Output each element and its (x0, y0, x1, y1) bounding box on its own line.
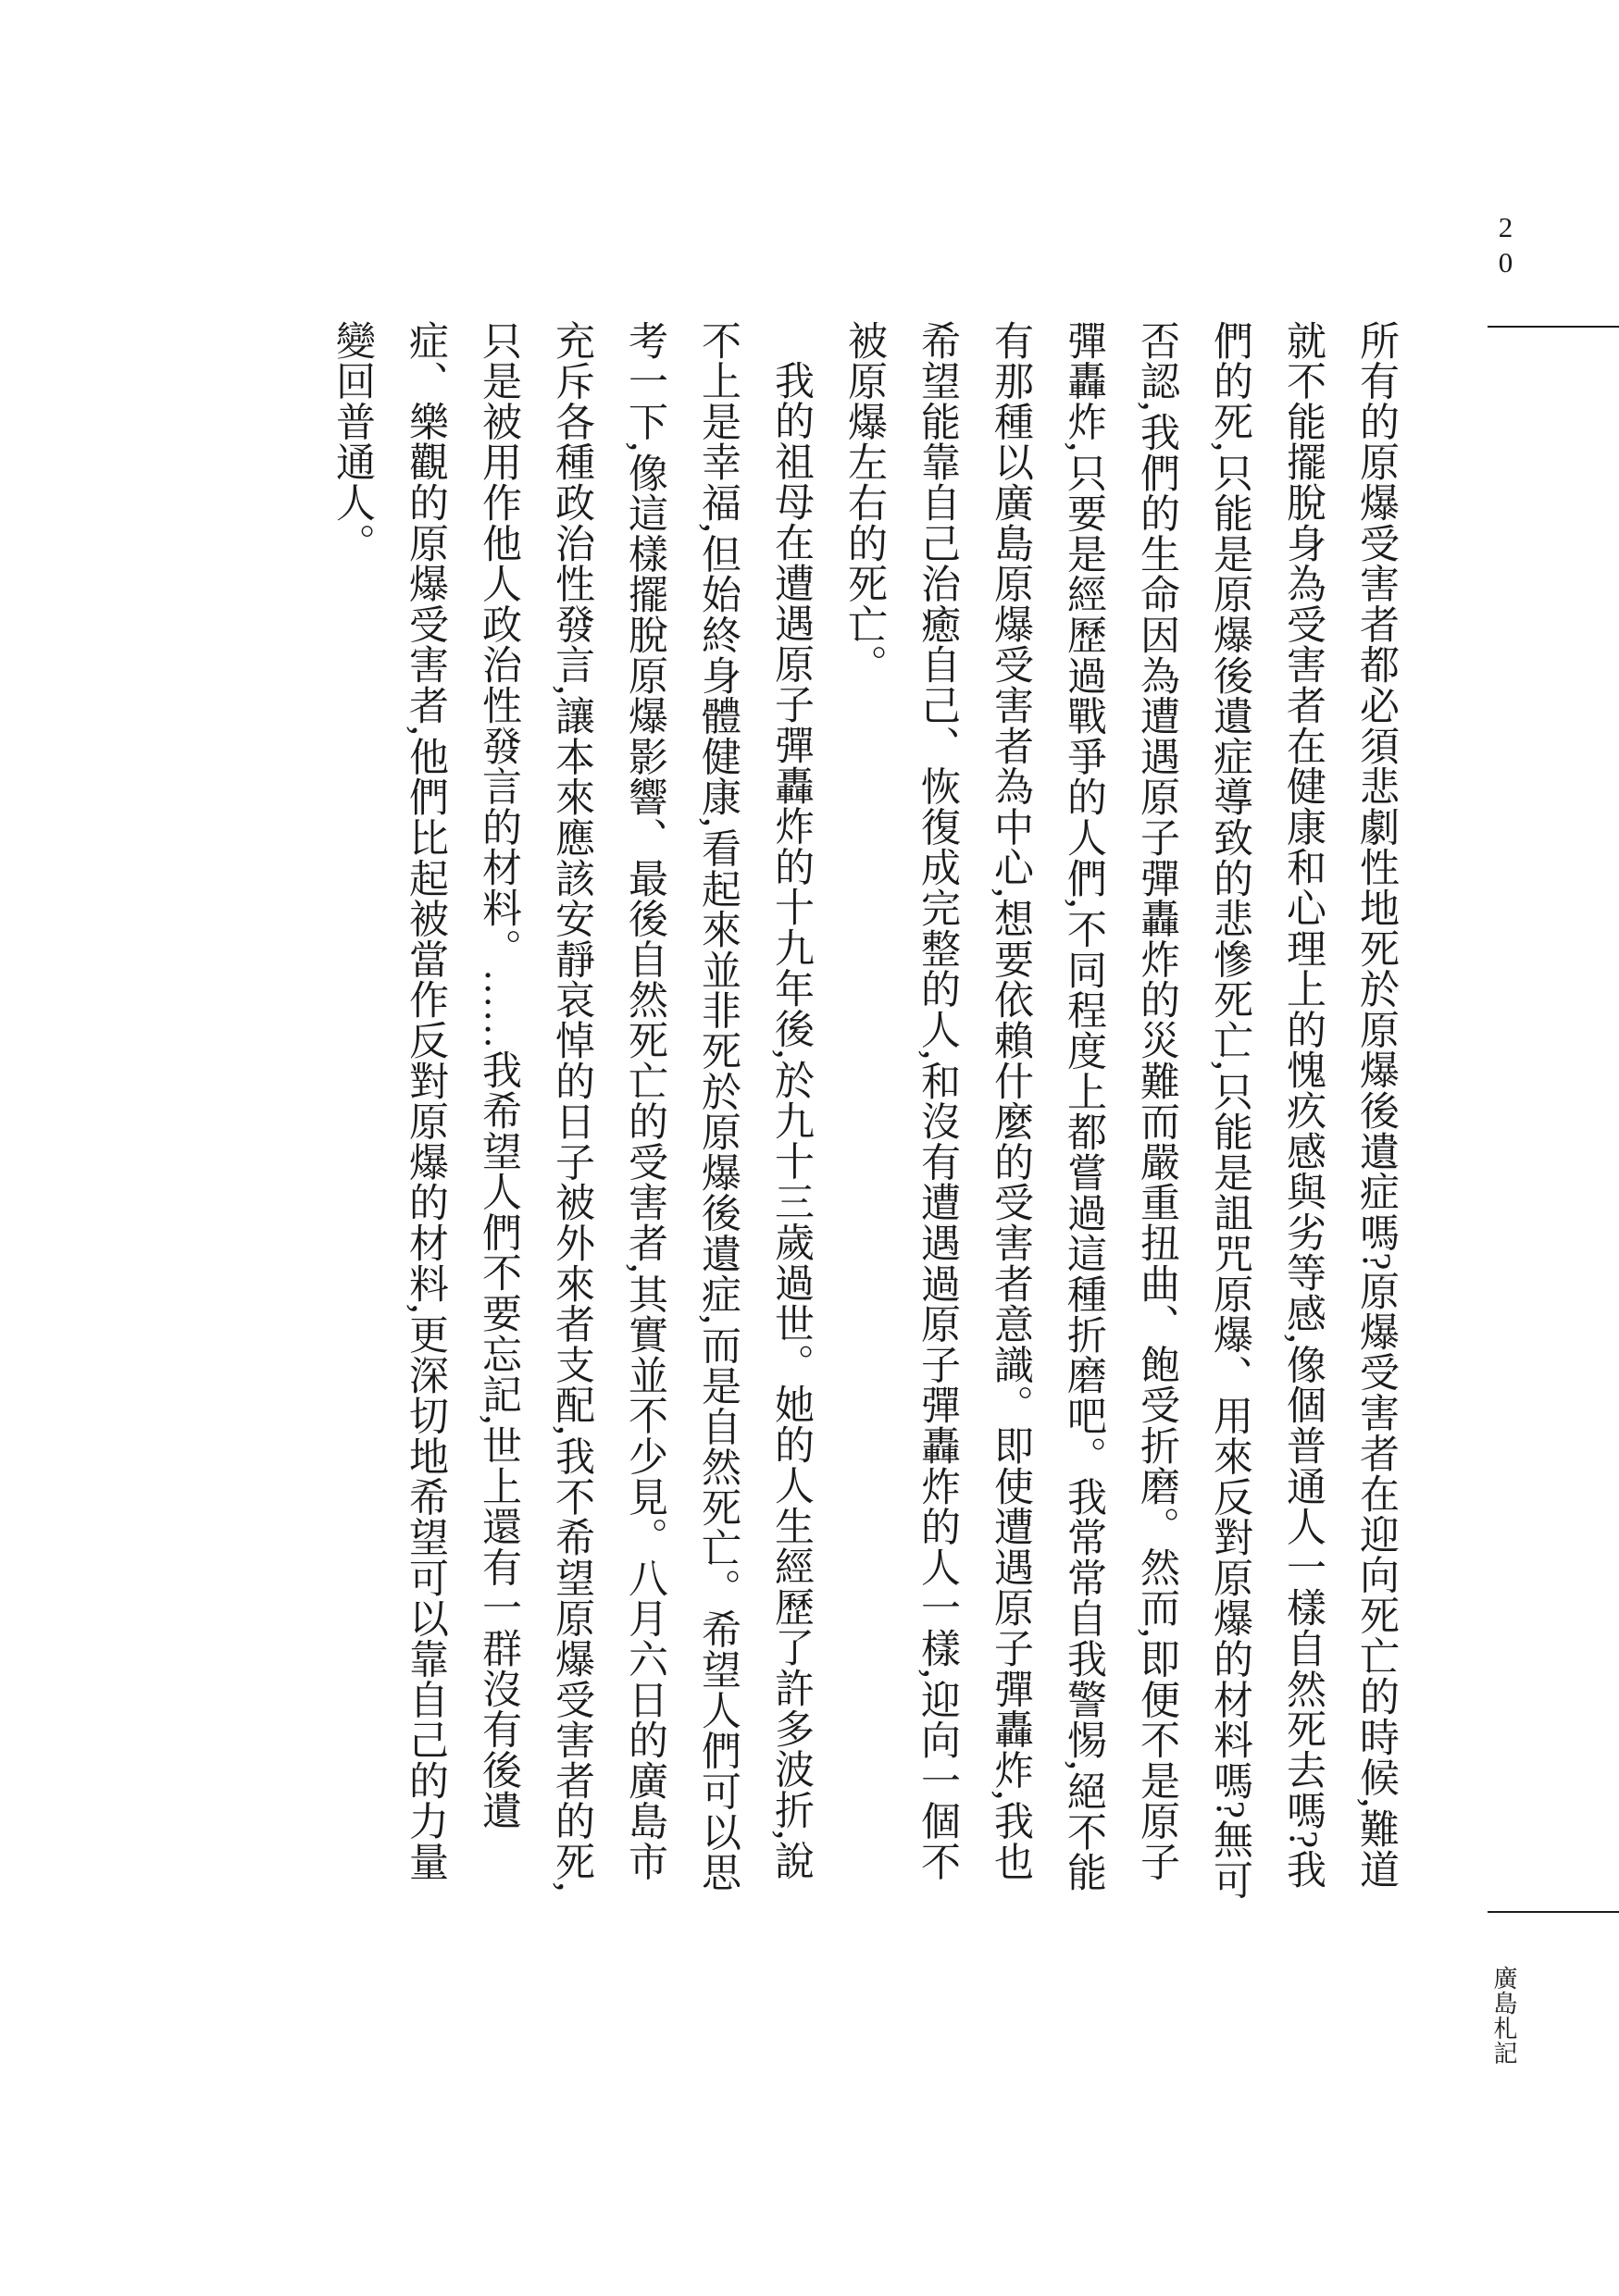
paragraph: 所有的原爆受害者都必須悲劇性地死於原爆後遺症嗎?原爆受害者在迎向死亡的時候,難道就不能擺脫身為受害者在健康和心理上的愧疚感與劣等感,像個普通人一樣自然死去嗎?我們的死,只能是原爆後遺症導致的悲慘死亡,只能是詛咒原爆、用來反對原爆的材料嗎?無可否認,我們的生命因為遭遇原子彈轟炸的災難而嚴重扭曲、飽受折磨。然而,即便不是原子彈轟炸,只要是經歷過戰爭的人們,不同程度上都嘗過這種折磨吧。我常常自我警惕,絕不能有那種以廣島原爆受害者為中心,想要依賴什麼的受害者意識。即使遭遇原子彈轟炸,我也希望能靠自己治癒自己、恢復成完整的人,和沒有遭遇過原子彈轟炸的人一樣,迎向一個不被原爆左右的死亡。 (842, 320, 1398, 1901)
running-title: 廣島札記 (1490, 1966, 1517, 2066)
body-text (316, 320, 1413, 1905)
header-rule (1488, 326, 1619, 328)
paragraph: 我的祖母在遭遇原子彈轟炸的十九年後,於九十三歲過世。她的人生經歷了許多波折,說不上是幸福,但始終身體健康,看起來並非死於原爆後遺症,而是自然死亡。希望人們可以思考一下,像這樣擺脫原爆影響、最後自然死亡的受害者,其實並不少見。八月六日的廣島市充斥各種政治性發言,讓本來應該安靜哀悼的日子被外來者支配,我不希望原爆受害者的死,只是被用作他人政治性發言的材料。……我希望人們不要忘記,世上還有一群沒有後遺症、樂觀的原爆受害者,他們比起被當作反對原爆的材料,更深切地希望可以靠自己的力量變回普通人。 (330, 320, 813, 1893)
page-number: 20 (1489, 211, 1522, 281)
footer-rule (1488, 1911, 1619, 1913)
